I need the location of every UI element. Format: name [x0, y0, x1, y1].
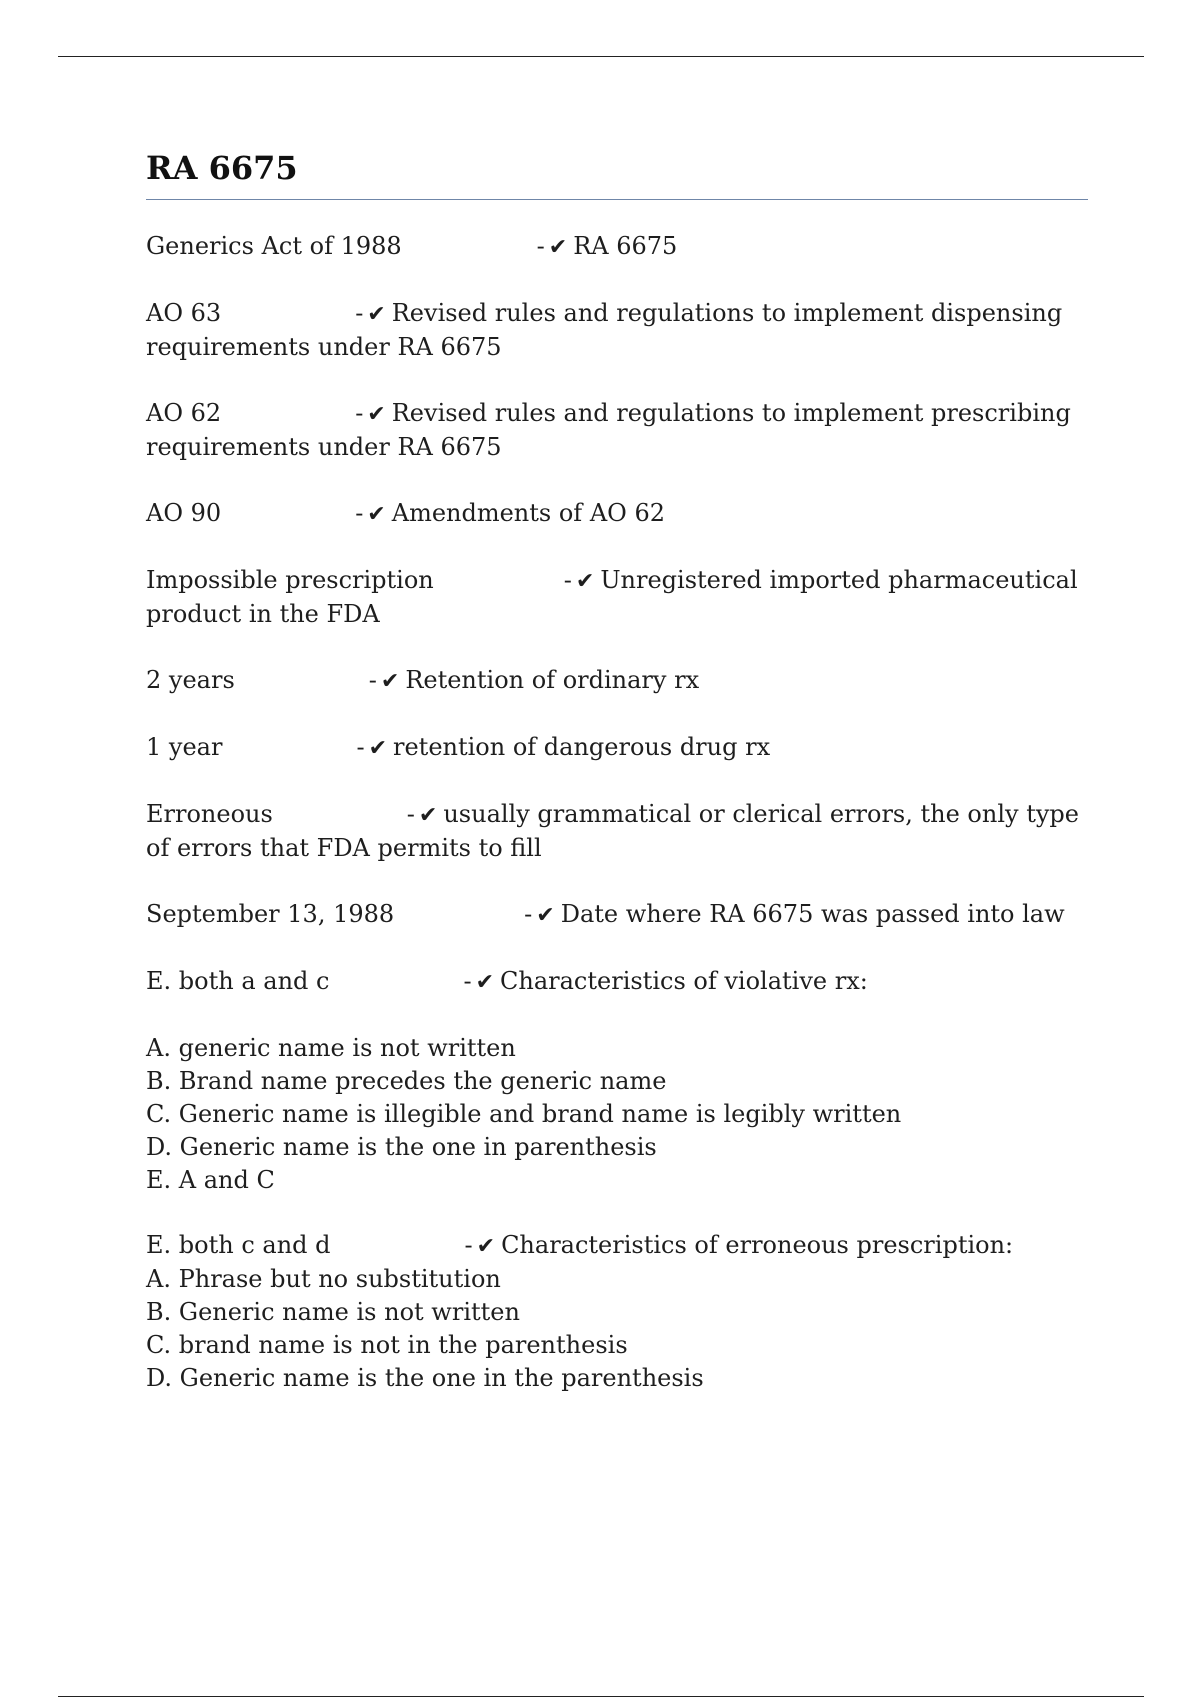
flashcard-entry	[146, 798, 1088, 865]
entry-dash: -	[464, 1231, 473, 1259]
check-icon: ✔	[536, 903, 555, 928]
entry-term: September 13, 1988	[146, 900, 395, 928]
flashcard-entry	[146, 731, 1088, 765]
flashcard-list	[146, 230, 1088, 1395]
check-icon: ✔	[548, 235, 568, 260]
entry-term: Generics Act of 1988	[146, 232, 402, 260]
check-icon: ✔	[575, 569, 595, 594]
entry-definition: Characteristics of erroneous prescription:	[501, 1231, 1014, 1259]
entry-dash: -	[536, 232, 545, 260]
entry-definition: Retention of ordinary rx	[405, 666, 700, 694]
entry-definition: RA 6675	[573, 232, 678, 260]
flashcard-entry	[146, 965, 1088, 999]
entry-term: E. both c and d	[146, 1231, 331, 1259]
flashcard-entry	[146, 497, 1088, 531]
check-icon: ✔	[367, 302, 386, 327]
list-item: D. Generic name is the one in parenthesis	[146, 1133, 657, 1161]
flashcard-entry	[146, 230, 1088, 264]
check-icon: ✔	[367, 502, 386, 527]
flashcard-entry	[146, 664, 1088, 698]
flashcard-entry	[146, 1229, 1088, 1263]
check-icon: ✔	[475, 970, 495, 995]
entry-term: Impossible prescription	[146, 566, 434, 594]
entry-definition: retention of dangerous drug rx	[393, 733, 771, 761]
entry-dash: -	[563, 566, 572, 594]
entry-dash: -	[406, 800, 415, 828]
flashcard-entry	[146, 297, 1088, 364]
erroneous-options-list	[146, 1263, 1088, 1395]
entry-definition: Date where RA 6675 was passed into law	[560, 900, 1065, 928]
flashcard-entry	[146, 397, 1088, 464]
check-icon: ✔	[418, 803, 438, 828]
check-icon: ✔	[476, 1234, 496, 1259]
entry-definition: Revised rules and regulations to implement prescribing requirements under RA 6675	[146, 399, 1071, 461]
entry-term: 2 years	[146, 666, 235, 694]
entry-dash: -	[356, 733, 365, 761]
violative-options-list	[146, 1032, 1088, 1197]
entry-definition: Unregistered imported pharmaceutical product in the FDA	[146, 566, 1078, 628]
entry-dash: -	[463, 967, 472, 995]
list-item: C. Generic name is illegible and brand name is legibly written	[146, 1100, 902, 1128]
entry-dash: -	[355, 399, 364, 427]
entry-term: E. both a and c	[146, 967, 330, 995]
document-body	[146, 146, 1088, 1395]
list-item: B. Brand name precedes the generic name	[146, 1067, 667, 1095]
entry-term: AO 90	[146, 499, 222, 527]
check-icon: ✔	[380, 669, 400, 694]
list-item: D. Generic name is the one in the parenthesis	[146, 1364, 704, 1392]
title-underline	[146, 199, 1088, 200]
check-icon: ✔	[367, 402, 386, 427]
entry-term: AO 62	[146, 399, 222, 427]
list-item: A. generic name is not written	[146, 1034, 516, 1062]
entry-definition: Characteristics of violative rx:	[500, 967, 868, 995]
page-title: RA 6675	[146, 149, 298, 187]
entry-definition: Revised rules and regulations to implement dispensing requirements under RA 6675	[146, 299, 1063, 361]
flashcard-entry	[146, 898, 1088, 932]
entry-term: 1 year	[146, 733, 223, 761]
list-item: B. Generic name is not written	[146, 1298, 520, 1326]
flashcard-entry	[146, 564, 1088, 631]
entry-dash: -	[355, 299, 364, 327]
entry-term: AO 63	[146, 299, 222, 327]
entry-dash: -	[368, 666, 377, 694]
check-icon: ✔	[368, 736, 387, 761]
entry-definition: usually grammatical or clerical errors, the only type of errors that FDA permits to fill	[146, 800, 1079, 862]
entry-definition: Amendments of AO 62	[391, 499, 665, 527]
entry-dash: -	[355, 499, 364, 527]
entry-dash: -	[524, 900, 533, 928]
list-item: A. Phrase but no substitution	[146, 1265, 501, 1293]
list-item: C. brand name is not in the parenthesis	[146, 1331, 628, 1359]
entry-term: Erroneous	[146, 800, 273, 828]
list-item: E. A and C	[146, 1166, 275, 1194]
page-top-rule	[58, 56, 1144, 57]
page-bottom-rule	[58, 1696, 1144, 1697]
